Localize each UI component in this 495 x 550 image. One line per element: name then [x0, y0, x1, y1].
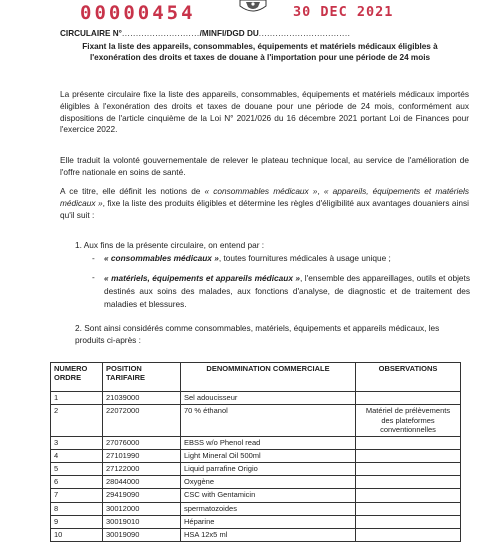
cell-observations	[356, 463, 461, 476]
bullet2-term: « matériels, équipements et appareils médicaux »	[104, 273, 301, 283]
cell-observations	[356, 529, 461, 542]
cell-position: 27122000	[103, 463, 181, 476]
cell-observations	[356, 489, 461, 502]
p3-term-consumables: « consommables médicaux »	[204, 186, 318, 196]
cell-denomination: spermatozoides	[181, 502, 356, 515]
table-row	[51, 392, 461, 405]
p3-term-equipment: « appareils, équipements et matériels médicaux »	[60, 186, 469, 208]
cell-position: 29419090	[103, 489, 181, 502]
cell-denomination: HSA 12x5 ml	[181, 529, 356, 542]
cell-numero: 10	[51, 529, 103, 542]
p3-text-a: A ce titre, elle définit les notions de	[60, 186, 205, 196]
table-row	[51, 463, 461, 476]
date-dots: .................................	[258, 29, 351, 38]
cell-denomination: Héparine	[181, 515, 356, 528]
bullet1-term: « consommables médicaux »	[104, 253, 219, 263]
cell-observations	[356, 449, 461, 462]
cell-denomination: 70 % éthanol	[181, 405, 356, 437]
cell-numero: 1	[51, 392, 103, 405]
cell-denomination: EBSS w/o Phenol read	[181, 436, 356, 449]
coat-of-arms-emblem	[236, 0, 270, 14]
cell-observations	[356, 502, 461, 515]
cell-numero: 6	[51, 476, 103, 489]
numbered-item-2: 2. Sont ainsi considérés comme consommables, matériels, équipements et appareils médicaux, les produits ci-après :	[75, 323, 440, 345]
cell-observations	[356, 436, 461, 449]
bullet-dash: -	[92, 253, 95, 263]
table-row	[51, 489, 461, 502]
table-row	[51, 476, 461, 489]
header-position-tarifaire: POSITION TARIFAIRE	[103, 363, 181, 392]
table-body	[51, 392, 461, 542]
cell-numero: 2	[51, 405, 103, 437]
p3-text-b: ,	[317, 186, 324, 196]
cell-numero: 8	[51, 502, 103, 515]
cell-numero: 4	[51, 449, 103, 462]
circular-label: CIRCULAIRE N°	[60, 29, 122, 38]
cell-position: 30019090	[103, 529, 181, 542]
cell-position: 27076000	[103, 436, 181, 449]
cell-position: 28044000	[103, 476, 181, 489]
cell-position: 21039000	[103, 392, 181, 405]
cell-denomination: Light Mineral Oil 500ml	[181, 449, 356, 462]
cell-position: 22072000	[103, 405, 181, 437]
circular-subtitle: Fixant la liste des appareils, consommables, équipements et matériels médicaux éligibles à l'exonération des droits et taxes de douane à l'importation pour une période de 24 mois	[82, 42, 438, 62]
header-numero-ordre: NUMERO ORDRE	[51, 363, 103, 392]
ministry-reference: /MINFI/DGD DU	[199, 29, 259, 38]
cell-denomination: CSC with Gentamicin	[181, 489, 356, 502]
table-row	[51, 436, 461, 449]
cell-position: 27101990	[103, 449, 181, 462]
cell-numero: 5	[51, 463, 103, 476]
circular-number-stamp: 00000454	[80, 2, 196, 24]
bullet-consumables	[104, 253, 470, 265]
p3-text-c: , fixe la liste des produits éligibles et détermine les règles d'éligibilité aux avantages douaniers ainsi qu'il suit :	[60, 197, 469, 220]
cell-observations	[356, 515, 461, 528]
bullet2-text: , l'ensemble des appareillages, outils et objets destinés aux soins des malades, aux fonctions d'analyse, de diagnostic et de traitement des maladies et blessures.	[104, 273, 470, 309]
cell-observations	[356, 392, 461, 405]
header-denomination: DENOMMINATION COMMERCIALE	[181, 363, 356, 392]
cell-position: 30019010	[103, 515, 181, 528]
cell-numero: 7	[51, 489, 103, 502]
cell-observations: Matériel de prélèvements des plateformes conventionnelles	[356, 405, 461, 437]
cell-numero: 9	[51, 515, 103, 528]
cell-numero: 3	[51, 436, 103, 449]
cell-denomination: Liquid parrafine Origio	[181, 463, 356, 476]
table-row	[51, 405, 461, 437]
bullet-dash: -	[92, 272, 95, 282]
header-observations: OBSERVATIONS	[356, 363, 461, 392]
cell-denomination: Oxygène	[181, 476, 356, 489]
table-row	[51, 515, 461, 528]
date-stamp: 30 DEC 2021	[293, 4, 394, 20]
table-header-row	[51, 363, 461, 392]
circular-header	[60, 29, 470, 38]
cell-denomination: Sel adoucisseur	[181, 392, 356, 405]
table-row	[51, 449, 461, 462]
bullet1-text: , toutes fournitures médicales à usage unique ;	[218, 253, 391, 263]
cell-position: 30012000	[103, 502, 181, 515]
paragraph-definitions	[60, 186, 469, 221]
paragraph-intro: La présente circulaire fixe la liste des appareils, consommables, équipements et matériels médicaux importés éligibles à l'exonération des droits et taxes de douane pour une période de 24 mois, conformément aux dispositions de l'article cinquième de la Loi N° 2021/026 du 16 décembre 2021 portant Loi de Finances pour l'exercice 2022.	[60, 89, 469, 135]
bullet-equipment	[104, 272, 470, 311]
circular-number-dots: ............................	[121, 29, 200, 38]
table-row	[51, 502, 461, 515]
table-row	[51, 529, 461, 542]
products-table	[50, 362, 461, 542]
cell-observations	[356, 476, 461, 489]
numbered-item-1: 1. Aux fins de la présente circulaire, on entend par :	[75, 240, 265, 250]
paragraph-purpose: Elle traduit la volonté gouvernementale de relever le plateau technique local, au service de l'amélioration de l'offre nationale en soins de santé.	[60, 155, 469, 177]
